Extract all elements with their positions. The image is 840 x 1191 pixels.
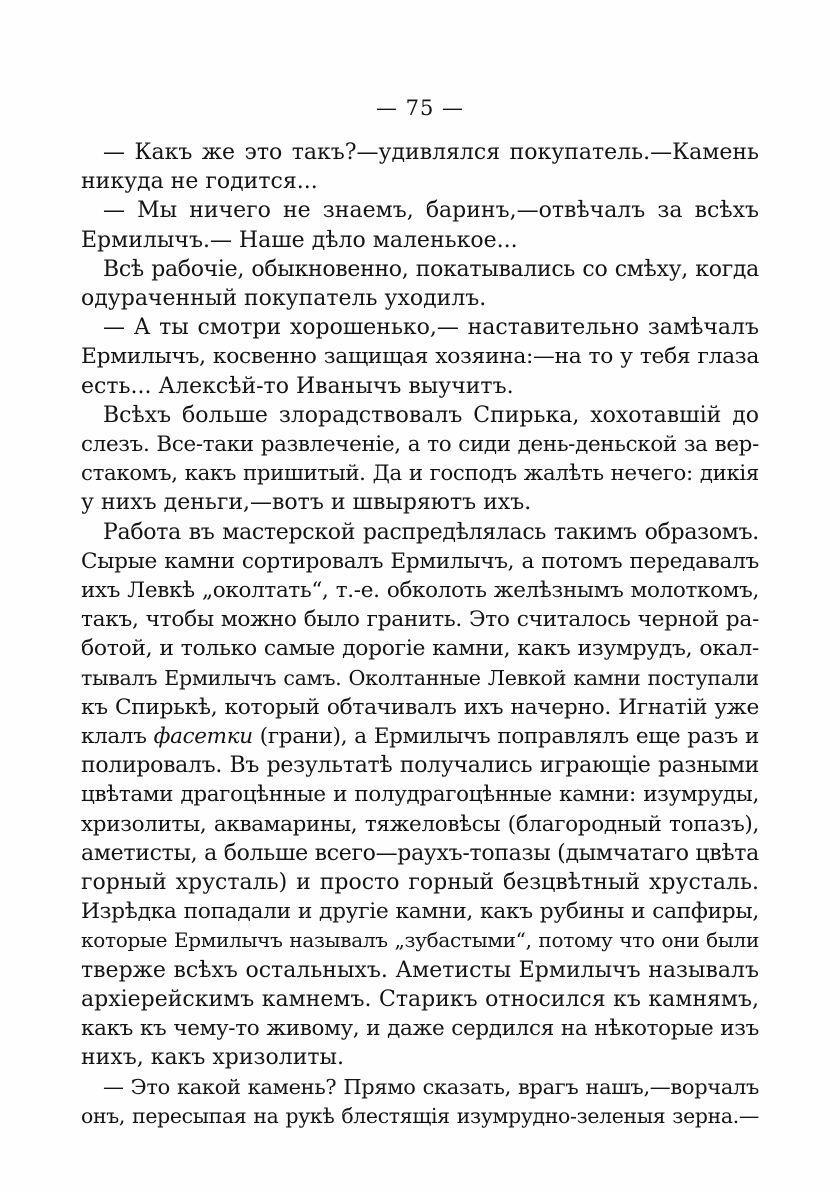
text-line: стакомъ, какъ пришитый. Да и господъ жалѣть нечего: дикія [81, 461, 759, 487]
text-segment: (грани), а Ермилычъ поправлялъ еще разъ и [252, 724, 759, 750]
text-line: слезъ. Все-таки развлеченіе, а то сиди день-деньской за вер- [81, 432, 759, 458]
body-text [81, 138, 759, 1131]
text-line: у нихъ деньги,—вотъ и швыряютъ ихъ. [81, 490, 532, 516]
italic-term: фасетки [153, 724, 253, 750]
text-line: — А ты смотри хорошенько,— наставительно замѣчалъ [103, 315, 759, 341]
text-line: никуда не годится... [81, 169, 318, 195]
text-line: къ Спирькѣ, который обтачивалъ ихъ начерно. Игнатій уже [81, 694, 759, 720]
text-line: онъ, пересыпая на рукѣ блестящія изумрудно-зеленыя зерна.— [81, 1103, 759, 1128]
text-line: Изрѣдка попадали и другіе камни, какъ рубины и сапфиры, [81, 899, 759, 925]
text-line: цвѣтами драгоцѣнные и полудрагоцѣнные камни: изумруды, [81, 782, 759, 808]
text-line: аметисты, а больше всего—раухъ-топазы (дымчатаго цвѣта [81, 840, 759, 866]
text-line: ихъ Левкѣ „околтать“, т.-е. обколоть желѣзнымъ молоткомъ, [81, 578, 759, 604]
text-line: Ермилычъ, косвенно защищая хозяина:—на то у тебя глаза [81, 344, 759, 370]
text-line: Всѣхъ больше злорадствовалъ Спирька, хохотавшій до [103, 402, 759, 428]
text-line: — Это какой камень? Прямо сказать, врагъ нашъ,—ворчалъ [103, 1074, 759, 1099]
text-line: горный хрусталь) и просто горный безцвѣтный хрусталь. [81, 870, 759, 896]
text-line: ботой, и только самые дорогіе камни, какъ изумрудъ, окал- [81, 636, 759, 662]
text-line-with-italic [81, 722, 759, 751]
text-line: какъ къ чему-то живому, и даже сердился на нѣкоторые изъ [81, 1016, 759, 1042]
text-line: такъ, чтобы можно было гранить. Это считалось черной ра- [81, 607, 759, 633]
text-line: есть... Алексѣй-то Иванычъ выучитъ. [81, 373, 514, 399]
text-segment: клалъ [81, 724, 154, 750]
text-line: — Мы ничего не знаемъ, баринъ,—отвѣчалъ за всѣхъ [103, 198, 759, 224]
text-line: Работа въ мастерской распредѣлялась такимъ образомъ. [103, 519, 759, 545]
text-line: Сырые камни сортировалъ Ермилычъ, а потомъ передавалъ [81, 548, 759, 574]
text-line: полировалъ. Въ результатѣ получались играющіе разными [81, 753, 759, 779]
text-line: которые Ермилычъ называлъ „зубастыми“, потому что они были [81, 928, 759, 953]
text-line: нихъ, какъ хризолиты. [81, 1045, 345, 1071]
text-line: Ермилычъ.— Наше дѣло маленькое... [81, 227, 518, 253]
text-line: архіерейскимъ камнемъ. Старикъ относился къ камнямъ, [81, 986, 759, 1012]
page-number: — 75 — [375, 96, 465, 120]
text-line: Всѣ рабочіе, обыкновенно, покатывались со смѣху, когда [103, 256, 759, 282]
text-line: хризолиты, аквамарины, тяжеловѣсы (благородный топазъ), [81, 811, 759, 837]
text-line: тывалъ Ермилычъ самъ. Околтанные Левкой камни поступали [81, 665, 759, 690]
text-line: тверже всѣхъ остальныхъ. Аметисты Ермилычъ называлъ [81, 957, 759, 983]
text-line: одураченный покупатель уходилъ. [81, 286, 487, 312]
text-line: — Какъ же это такъ?—удивлялся покупатель.—Камень [103, 140, 759, 165]
